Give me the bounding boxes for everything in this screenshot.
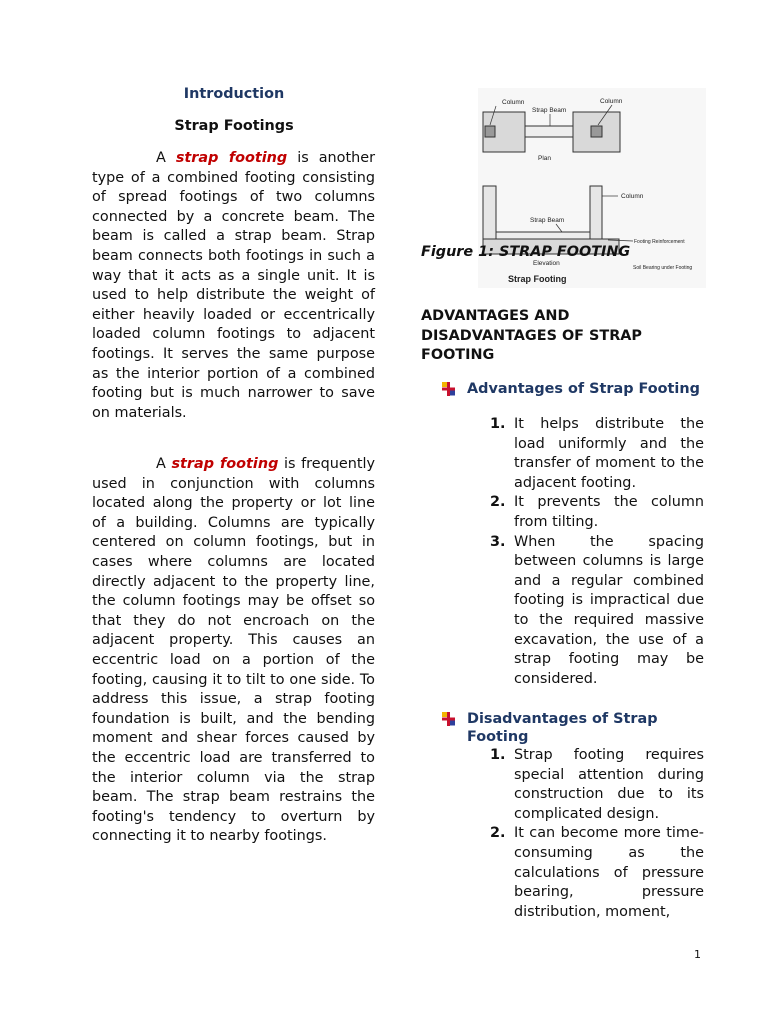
bullet-icon: [440, 381, 458, 397]
intro-paragraph-1: [92, 149, 375, 423]
elev-column-right: [590, 186, 602, 243]
list-item: [488, 533, 704, 690]
label-elevation: Elevation: [533, 260, 560, 267]
list-number: 1.: [490, 416, 506, 432]
disadvantages-heading: [440, 710, 706, 746]
label-soil-bearing: Soil Bearing under Footing: [633, 265, 693, 271]
advantages-heading-text: Advantages of Strap Footing: [467, 381, 700, 397]
disadvantages-list: [488, 746, 704, 922]
label-column-left: Column: [502, 99, 525, 106]
disadvantages-heading-text: Disadvantages of Strap Footing: [467, 711, 658, 745]
emphasis-term: strap footing: [171, 456, 279, 472]
paragraph-body: is frequently used in conjunction with columns located along the property or lot line of a building. Columns are typically centered on column footings, but in cases where columns are located directly adjacent to the property line, the column footings may be offset so that they do not encroach on the adjacent property. This causes an eccentric load on a portion of the footing, causing it to tilt to one side. To address this issue, a strap footing foundation is built, and the bending moment and shear forces caused by the eccentric load are transferred to the interior column via the strap beam. The strap beam restrains the footing's tendency to overturn by connecting it to nearby footings.: [92, 456, 375, 845]
plan-strap-beam: [525, 126, 573, 137]
list-number: 2.: [490, 825, 506, 842]
list-item: [488, 746, 704, 824]
list-item-text: It helps distribute the load uniformly and the transfer of moment to the adjacent footing.: [514, 416, 704, 491]
list-item-text: When the spacing between columns is large and a regular combined footing is impractical due to the required massive excavation, the use of a strap footing may be considered.: [514, 533, 704, 687]
list-item: [488, 493, 704, 532]
plan-column-right: [591, 126, 602, 137]
label-strap-beam-plan: Strap Beam: [532, 107, 567, 114]
list-item: [488, 824, 704, 922]
label-footing-reinforcement: Footing Reinforcement: [634, 239, 685, 245]
list-item-text: Strap footing requires special attention during construction due to its complicated design.: [514, 747, 704, 822]
label-column-elev: Column: [621, 193, 644, 200]
emphasis-term: strap footing: [175, 150, 288, 166]
advantages-disadvantages-heading: ADVANTAGES AND DISADVANTAGES OF STRAP FOOTING: [421, 308, 642, 364]
section-heading-strap-footings: Strap Footings: [174, 118, 294, 134]
list-item: [488, 415, 704, 493]
list-number: 1.: [490, 747, 506, 763]
figure-caption: Figure 1: STRAP FOOTING: [421, 244, 631, 260]
label-column-right: Column: [600, 98, 623, 105]
elev-column-left: [483, 186, 496, 243]
plan-column-left: [485, 126, 495, 137]
figure-title: Strap Footing: [508, 274, 567, 284]
page-number: 1: [694, 948, 701, 961]
paragraph-lead: A: [156, 456, 166, 472]
paragraph-body: is another type of a combined footing consisting of spread footings of two columns connected by a concrete beam. The beam is called a strap beam. Strap beam connects both footings in such a way that it acts as a single unit. It is used to help distribute the weight of either heavily loaded or eccentrically loaded column footings to adjacent footings. It serves the same purpose as the interior portion of a combined footing but is much narrower to save on materials.: [92, 150, 375, 421]
list-item-text: It prevents the column from tilting.: [514, 494, 704, 530]
label-strap-beam-elev: Strap Beam: [530, 217, 565, 224]
list-number: 3.: [490, 533, 506, 550]
advantages-list: [488, 415, 704, 689]
bullet-icon: [440, 711, 458, 727]
label-plan: Plan: [538, 155, 552, 162]
section-heading-introduction: Introduction: [183, 86, 285, 102]
intro-paragraph-2: [92, 455, 375, 847]
paragraph-lead: A: [156, 150, 166, 166]
list-item-text: It can become more time-consuming as the calculations of pressure bearing, pressure distribution, moment,: [514, 825, 704, 920]
list-number: 2.: [490, 494, 506, 511]
advantages-heading: [440, 380, 706, 398]
